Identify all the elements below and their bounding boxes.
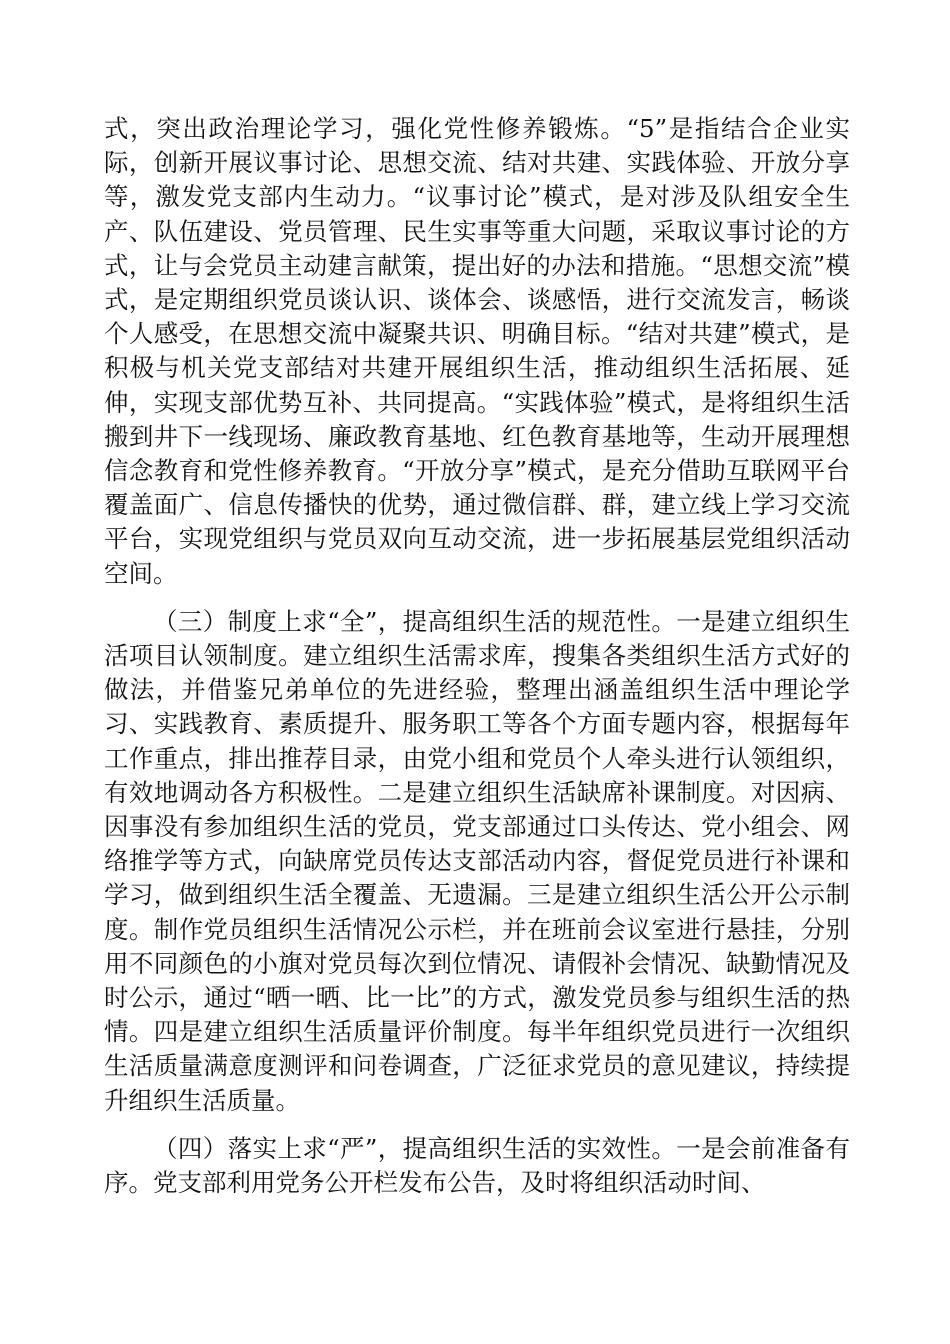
document-page <box>104 112 850 1200</box>
paragraph-section-3: （三）制度上求“全”，提高组织生活的规范性。一是建立组织生活项目认领制度。建立组织生活需求库，搜集各类组织生活方式好的做法，并借鉴兄弟单位的先进经验，整理出涵盖组织生活中理论学习、实践教育、素质提升、服务职工等各个方面专题内容，根据每年工作重点，排出推荐目录，由党小组和党员个人牵头进行认领组织，有效地调动各方积极性。二是建立组织生活缺席补课制度。对因病、因事没有参加组织生活的党员，党支部通过口头传达、党小组会、网络推学等方式，向缺席党员传达支部活动内容，督促党员进行补课和学习，做到组织生活全覆盖、无遗漏。三是建立组织生活公开公示制度。制作党员组织生活情况公示栏，并在班前会议室进行悬挂，分别用不同颜色的小旗对党员每次到位情况、请假补会情况、缺勤情况及时公示，通过“晒一晒、比一比”的方式，激发党员参与组织生活的热情。四是建立组织生活质量评价制度。每半年组织党员进行一次组织生活质量满意度测评和问卷调查，广泛征求党员的意见建议，持续提升组织生活质量。 <box>104 606 850 1115</box>
paragraph-section-4: （四）落实上求“严”，提高组织生活的实效性。一是会前准备有序。党支部利用党务公开栏发布公告，及时将组织活动时间、 <box>104 1133 850 1198</box>
paragraph-continuation: 式，突出政治理论学习，强化党性修养锻炼。“5”是指结合企业实际，创新开展议事讨论、思想交流、结对共建、实践体验、开放分享等，激发党支部内生动力。“议事讨论”模式，是对涉及队组安全生产、队伍建设、党员管理、民生实事等重大问题，采取议事讨论的方式，让与会党员主动建言献策，提出好的办法和措施。“思想交流”模式，是定期组织党员谈认识、谈体会、谈感悟，进行交流发言，畅谈个人感受，在思想交流中凝聚共识、明确目标。“结对共建”模式，是积极与机关党支部结对共建开展组织生活，推动组织生活拓展、延伸，实现支部优势互补、共同提高。“实践体验”模式，是将组织生活搬到井下一线现场、廉政教育基地、红色教育基地等，生动开展理想信念教育和党性修养教育。“开放分享”模式，是充分借助互联网平台覆盖面广、信息传播快的优势，通过微信群、群，建立线上学习交流平台，实现党组织与党员双向互动交流，进一步拓展基层党组织活动空间。 <box>104 114 850 588</box>
